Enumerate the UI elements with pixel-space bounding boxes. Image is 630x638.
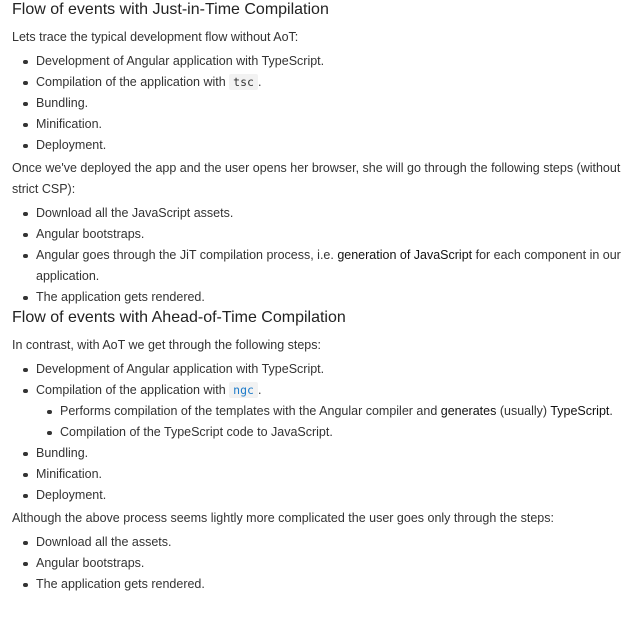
aot-intro-text: In contrast, with AoT we get through the following steps:	[12, 338, 321, 352]
list-item-text: Bundling.	[36, 96, 89, 110]
list-item-text: .	[257, 383, 262, 397]
list-item-text: Compilation of the application with	[36, 75, 230, 89]
list-item	[36, 574, 622, 595]
list-item-text: Deployment.	[36, 138, 107, 152]
inline-code-ngc: ngc	[229, 382, 258, 398]
list-item-text: Minification.	[36, 117, 102, 131]
aot-dev-steps-list	[12, 359, 622, 506]
list-item	[36, 245, 622, 287]
list-item	[36, 532, 622, 553]
list-item-text: Angular bootstraps.	[36, 227, 145, 241]
aot-section-heading: Flow of events with Ahead-of-Time Compilation	[12, 309, 346, 326]
list-item-text: for each component in our application.	[36, 248, 621, 283]
list-item-text: Download all the assets.	[36, 535, 172, 549]
list-item	[36, 93, 622, 114]
list-item-text: Deployment.	[36, 488, 107, 502]
list-item	[36, 553, 622, 574]
list-item-text: Angular bootstraps.	[36, 556, 145, 570]
aot-browser-intro-text: Although the above process seems lightly more complicated the user goes only through the steps:	[12, 511, 554, 525]
list-item-text: .	[257, 75, 262, 89]
list-item	[36, 224, 622, 245]
list-item	[36, 203, 622, 224]
list-item	[36, 72, 622, 93]
list-item	[36, 287, 622, 308]
list-item	[36, 51, 622, 72]
list-item-text: Minification.	[36, 467, 102, 481]
list-item	[36, 380, 622, 443]
inline-code-tsc: tsc	[229, 74, 258, 90]
list-item-text: Bundling.	[36, 446, 89, 460]
list-item	[60, 422, 622, 443]
list-item-text: Development of Angular application with TypeScript.	[36, 362, 325, 376]
list-item-text: .	[609, 404, 613, 418]
list-item	[36, 135, 622, 156]
jit-browser-intro-text: Once we've deployed the app and the user opens her browser, she will go through the following steps (without strict CSP):	[12, 161, 621, 196]
list-item-text: Performs compilation of the templates with the Angular compiler and	[60, 404, 441, 418]
aot-browser-steps-list	[12, 532, 622, 595]
list-item-text: Angular goes through the JiT compilation process, i.e.	[36, 248, 338, 262]
list-item-text: (usually)	[496, 404, 551, 418]
jit-section-heading: Flow of events with Just-in-Time Compilation	[12, 1, 329, 18]
list-item	[36, 114, 622, 135]
jit-dev-steps-list	[12, 51, 622, 156]
list-item	[36, 464, 622, 485]
list-item-text: Development of Angular application with TypeScript.	[36, 54, 325, 68]
emphasis-text: generates	[440, 404, 497, 418]
list-item-text: The application gets rendered.	[36, 577, 205, 591]
jit-browser-steps-list	[12, 203, 622, 308]
list-item-text: The application gets rendered.	[36, 290, 205, 304]
list-item-text: Compilation of the application with	[36, 383, 230, 397]
jit-intro-text: Lets trace the typical development flow without AoT:	[12, 30, 299, 44]
list-item	[36, 443, 622, 464]
list-item	[36, 485, 622, 506]
list-item	[60, 401, 622, 422]
list-item	[36, 359, 622, 380]
emphasis-text: generation of JavaScript	[337, 248, 473, 262]
article-content	[12, 0, 622, 595]
ngc-substeps-list	[36, 401, 622, 443]
list-item-text: Compilation of the TypeScript code to JavaScript.	[60, 425, 333, 439]
emphasis-text: TypeScript	[550, 404, 610, 418]
list-item-text: Download all the JavaScript assets.	[36, 206, 234, 220]
